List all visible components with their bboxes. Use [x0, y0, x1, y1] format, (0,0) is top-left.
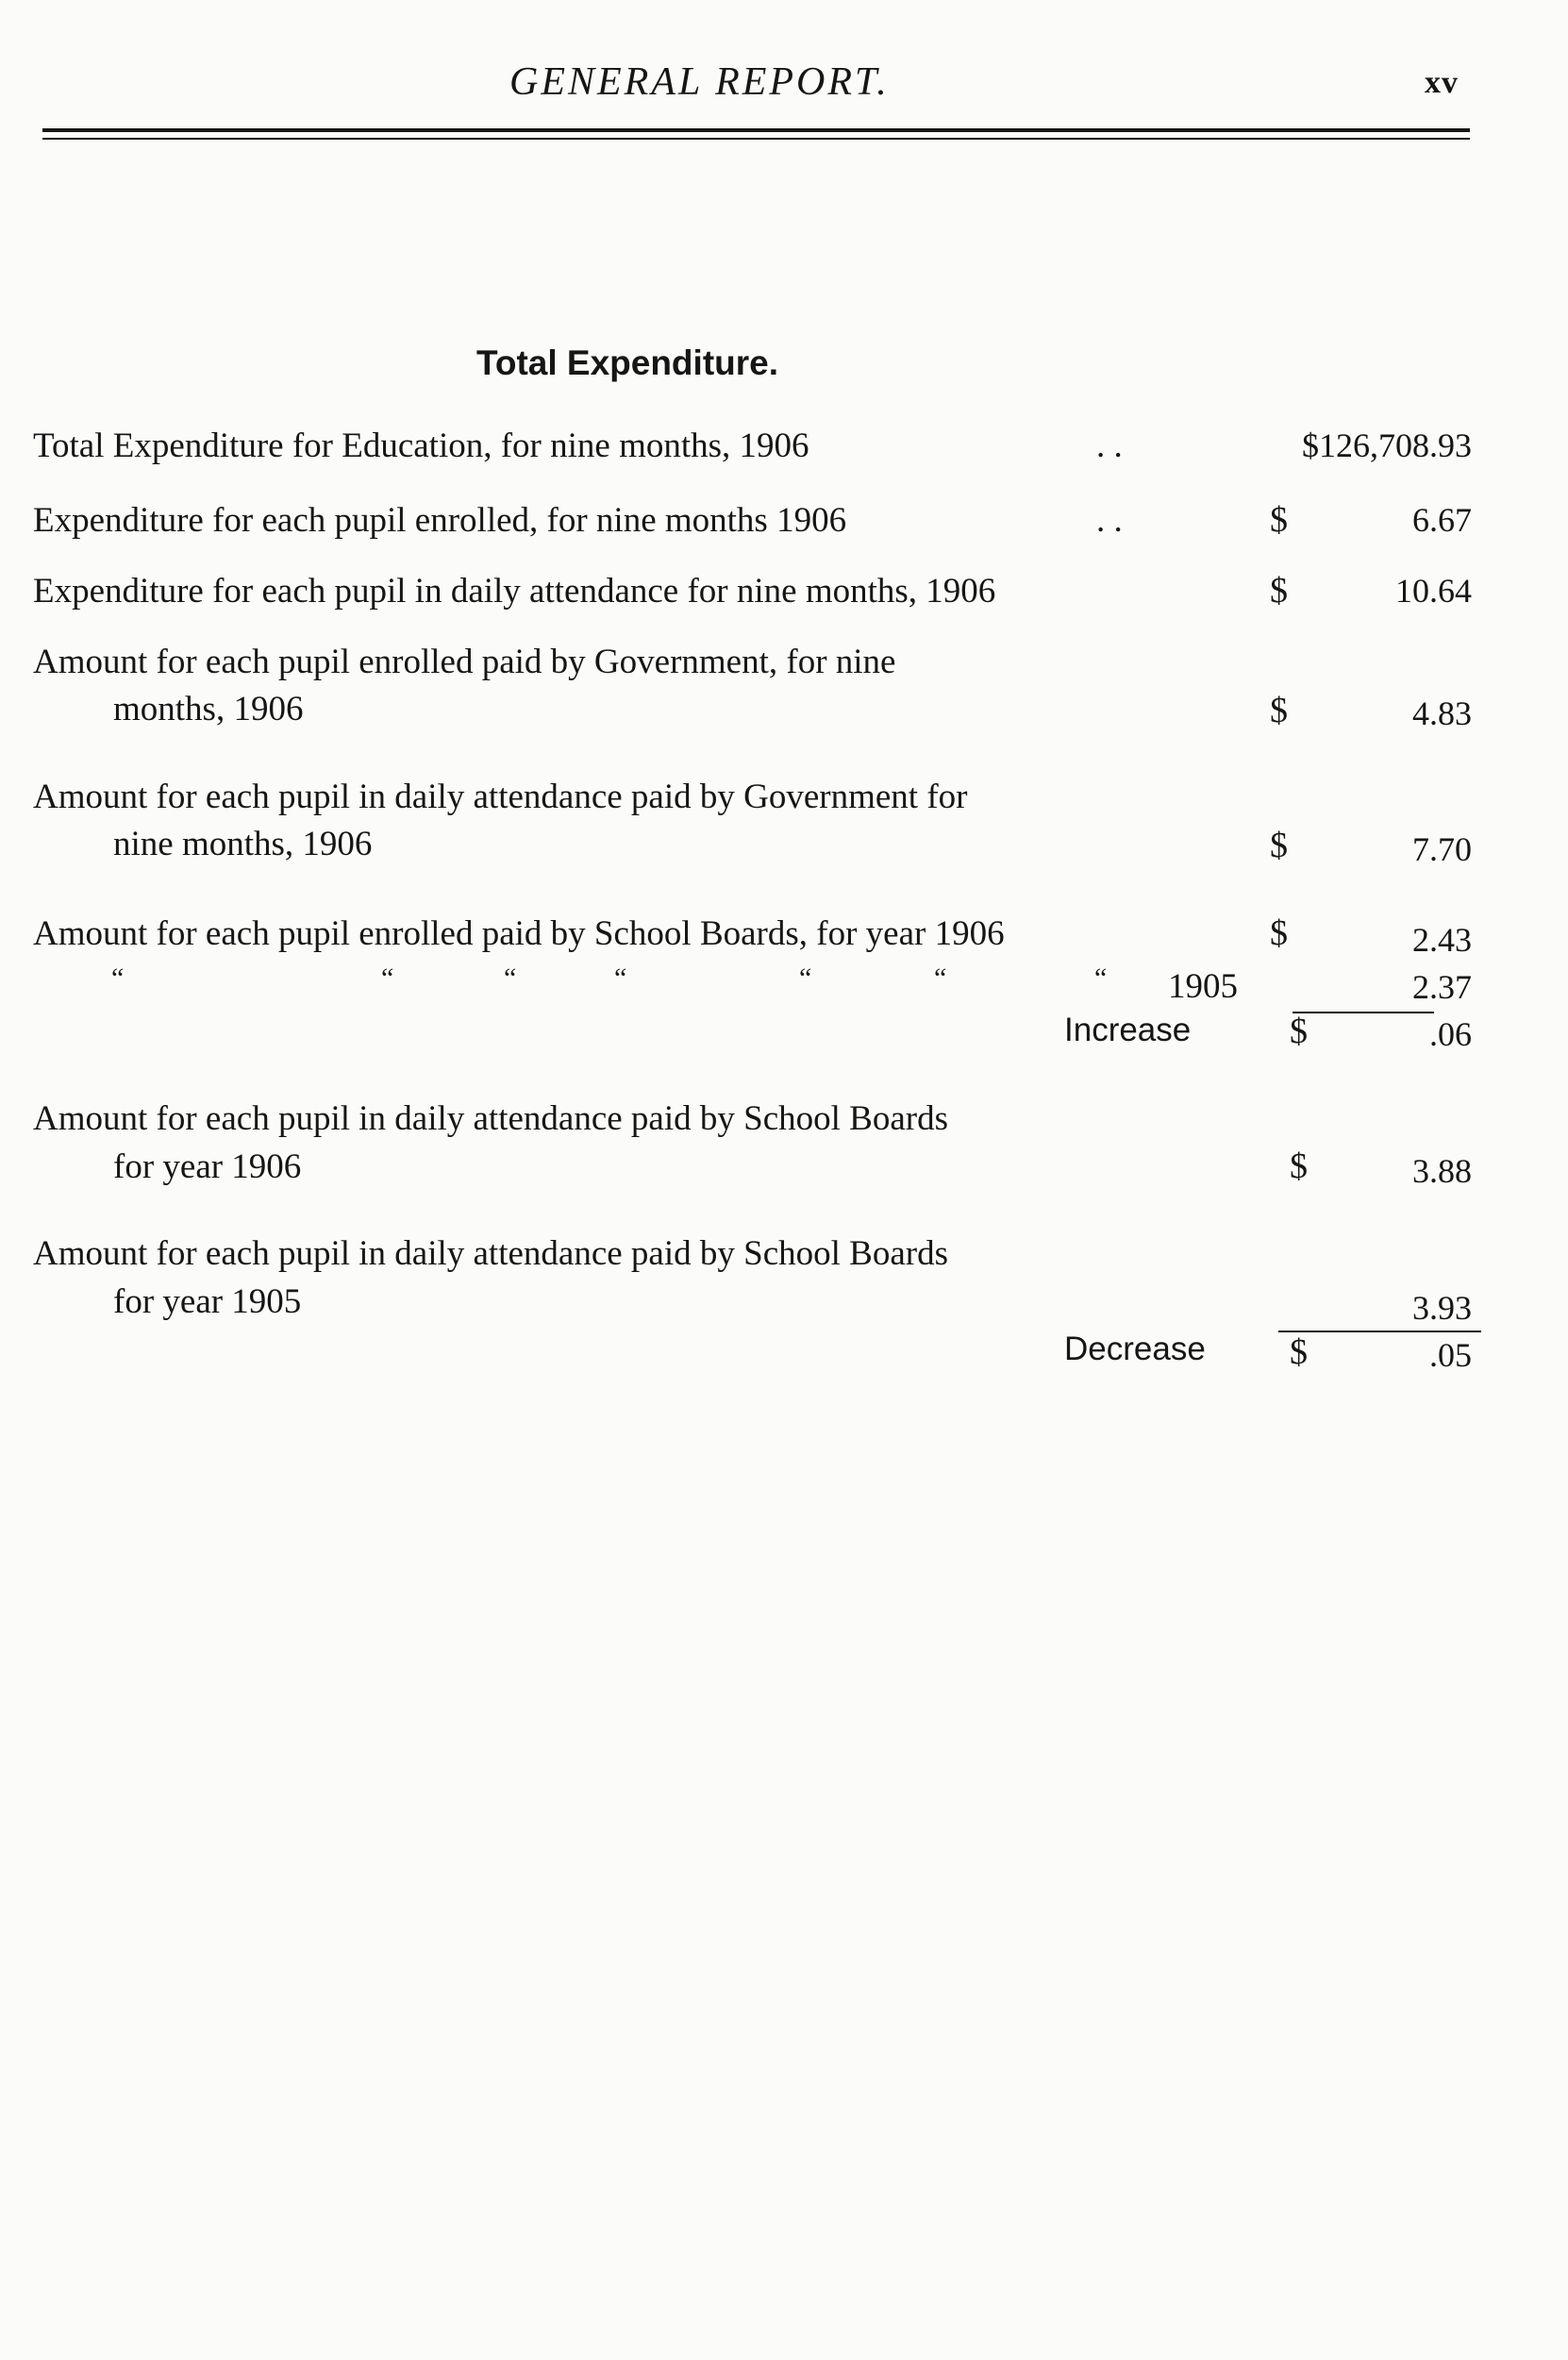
dollar-sign: $ — [1290, 1332, 1308, 1372]
ditto-mark: “ — [614, 962, 627, 994]
dollar-sign: $ — [1270, 571, 1288, 611]
year-label: 1905 — [1168, 967, 1238, 1006]
ditto-mark: “ — [1094, 962, 1108, 994]
item-amount: 7.70 — [1412, 830, 1472, 868]
ditto-mark: “ — [381, 962, 394, 994]
dollar-sign: $ — [1290, 1012, 1308, 1051]
item-amount: 6.67 — [1412, 501, 1472, 539]
item-amount: .05 — [1429, 1336, 1472, 1374]
dollar-sign: $ — [1270, 691, 1288, 730]
running-header — [0, 52, 1568, 109]
ditto-mark: “ — [504, 962, 517, 994]
dollar-sign: $ — [1270, 826, 1288, 865]
dollar-sign: $ — [1270, 500, 1288, 540]
leader-dots: . . — [1096, 501, 1123, 540]
item-amount: 3.93 — [1412, 1289, 1472, 1327]
item-text-continued: nine months, 1906 — [113, 825, 373, 863]
ditto-mark: “ — [934, 962, 947, 994]
item-amount: 10.64 — [1395, 572, 1472, 610]
running-title: GENERAL REPORT. — [509, 60, 890, 104]
sum-rule — [1293, 1012, 1434, 1013]
item-text: Total Expenditure for Education, for nine months, 1906 — [33, 427, 809, 465]
item-text-continued: for year 1905 — [113, 1282, 302, 1321]
ditto-mark: “ — [799, 962, 812, 994]
item-text: Amount for each pupil enrolled paid by School Boards, for year 1906 — [33, 914, 1005, 953]
item-text: Expenditure for each pupil enrolled, for nine months 1906 — [33, 501, 847, 540]
item-text-continued: months, 1906 — [113, 690, 304, 728]
dollar-sign: $ — [1290, 1147, 1308, 1186]
item-amount: 2.43 — [1412, 921, 1472, 959]
section-heading: Total Expenditure. — [475, 343, 778, 382]
item-text: Amount for each pupil enrolled paid by Government, for nine — [33, 643, 896, 681]
header-rule-thin — [42, 138, 1470, 140]
item-amount: 4.83 — [1412, 695, 1472, 732]
decrease-label: Decrease — [1064, 1331, 1206, 1367]
ditto-mark: “ — [111, 962, 125, 994]
page-number: xv — [1425, 65, 1459, 100]
dollar-sign: $ — [1270, 913, 1288, 953]
item-text: Amount for each pupil in daily attendance paid by Government for — [33, 778, 968, 816]
item-text: Amount for each pupil in daily attendance paid by School Boards — [33, 1099, 948, 1138]
item-text: Amount for each pupil in daily attendance paid by School Boards — [33, 1234, 948, 1273]
header-rule — [42, 128, 1470, 132]
leader-dots: . . — [1096, 427, 1123, 465]
item-amount: .06 — [1429, 1015, 1472, 1053]
item-amount: 3.88 — [1412, 1152, 1472, 1190]
sum-rule — [1278, 1331, 1481, 1332]
item-amount: 2.37 — [1412, 968, 1472, 1006]
item-text: Expenditure for each pupil in daily attendance for nine months, 1906 — [33, 572, 996, 611]
item-text-continued: for year 1906 — [113, 1147, 302, 1186]
increase-label: Increase — [1064, 1012, 1192, 1048]
item-amount: $126,708.93 — [1302, 427, 1472, 464]
